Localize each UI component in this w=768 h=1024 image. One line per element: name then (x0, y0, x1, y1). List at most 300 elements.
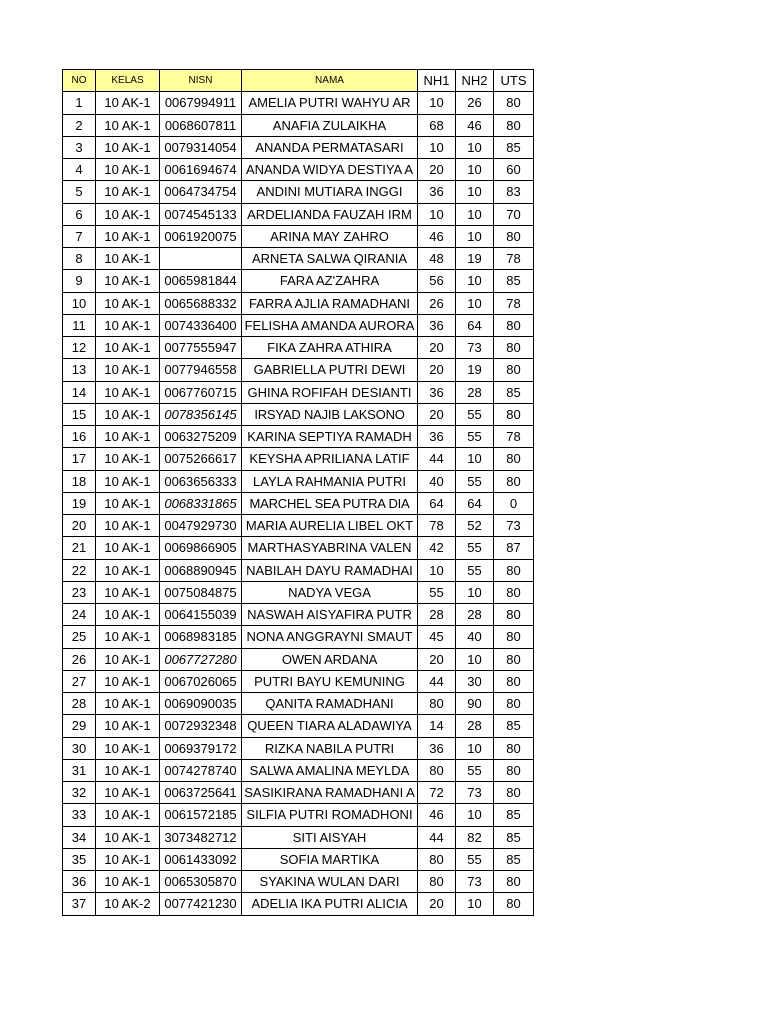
cell-kelas: 10 AK-1 (96, 270, 160, 292)
cell-no: 7 (63, 225, 96, 247)
cell-nisn: 0065305870 (160, 871, 242, 893)
cell-nisn: 0067026065 (160, 670, 242, 692)
cell-uts: 78 (494, 426, 534, 448)
cell-nisn: 0061572185 (160, 804, 242, 826)
cell-uts: 80 (494, 604, 534, 626)
table-row (63, 693, 534, 715)
cell-nh1: 80 (418, 693, 456, 715)
cell-nisn: 0047929730 (160, 515, 242, 537)
cell-kelas: 10 AK-1 (96, 403, 160, 425)
cell-nama: QANITA RAMADHANI (242, 693, 418, 715)
cell-kelas: 10 AK-1 (96, 114, 160, 136)
header-uts: UTS (494, 70, 534, 92)
cell-nama: ANDINI MUTIARA INGGI (242, 181, 418, 203)
cell-uts: 87 (494, 537, 534, 559)
cell-nh2: 55 (456, 848, 494, 870)
cell-uts: 80 (494, 737, 534, 759)
cell-nh2: 30 (456, 670, 494, 692)
cell-nisn: 0061433092 (160, 848, 242, 870)
cell-nh2: 26 (456, 92, 494, 114)
table-row (63, 159, 534, 181)
cell-uts: 80 (494, 693, 534, 715)
cell-no: 36 (63, 871, 96, 893)
cell-nama: NONA ANGGRAYNI SMAUT (242, 626, 418, 648)
cell-nama: NADYA VEGA (242, 581, 418, 603)
cell-nh2: 10 (456, 270, 494, 292)
cell-nh1: 72 (418, 782, 456, 804)
cell-nh1: 36 (418, 426, 456, 448)
cell-nisn: 0063275209 (160, 426, 242, 448)
cell-no: 9 (63, 270, 96, 292)
cell-uts: 83 (494, 181, 534, 203)
cell-nama: ARNETA SALWA QIRANIA (242, 248, 418, 270)
cell-nisn: 0077421230 (160, 893, 242, 915)
table-row (63, 848, 534, 870)
table-row (63, 470, 534, 492)
cell-uts: 85 (494, 270, 534, 292)
cell-nh1: 45 (418, 626, 456, 648)
table-row (63, 626, 534, 648)
cell-nh2: 28 (456, 715, 494, 737)
cell-nisn: 3073482712 (160, 826, 242, 848)
cell-kelas: 10 AK-1 (96, 359, 160, 381)
header-nh2: NH2 (456, 70, 494, 92)
table-row (63, 893, 534, 915)
table-row (63, 759, 534, 781)
table-row (63, 871, 534, 893)
cell-nh2: 73 (456, 782, 494, 804)
cell-no: 20 (63, 515, 96, 537)
cell-nh2: 10 (456, 181, 494, 203)
cell-nh1: 44 (418, 448, 456, 470)
cell-nh1: 36 (418, 181, 456, 203)
cell-nh1: 10 (418, 203, 456, 225)
cell-nh2: 10 (456, 136, 494, 158)
cell-nh1: 20 (418, 648, 456, 670)
cell-nisn: 0069866905 (160, 537, 242, 559)
cell-nh2: 10 (456, 225, 494, 247)
cell-kelas: 10 AK-1 (96, 604, 160, 626)
cell-no: 11 (63, 314, 96, 336)
cell-no: 4 (63, 159, 96, 181)
cell-uts: 80 (494, 92, 534, 114)
cell-nama: PUTRI BAYU KEMUNING (242, 670, 418, 692)
cell-nisn: 0063725641 (160, 782, 242, 804)
table-row (63, 648, 534, 670)
cell-no: 37 (63, 893, 96, 915)
cell-kelas: 10 AK-1 (96, 225, 160, 247)
cell-nama: ADELIA IKA PUTRI ALICIA (242, 893, 418, 915)
cell-nisn: 0064155039 (160, 604, 242, 626)
cell-uts: 0 (494, 492, 534, 514)
cell-nh2: 10 (456, 159, 494, 181)
table-row (63, 515, 534, 537)
cell-nisn: 0065981844 (160, 270, 242, 292)
cell-nh2: 55 (456, 470, 494, 492)
cell-nama: MARIA AURELIA LIBEL OKT (242, 515, 418, 537)
cell-no: 10 (63, 292, 96, 314)
cell-kelas: 10 AK-1 (96, 826, 160, 848)
cell-no: 26 (63, 648, 96, 670)
cell-nh2: 64 (456, 492, 494, 514)
table-row (63, 225, 534, 247)
cell-nisn: 0064734754 (160, 181, 242, 203)
cell-nisn: 0068890945 (160, 559, 242, 581)
cell-uts: 80 (494, 114, 534, 136)
cell-kelas: 10 AK-1 (96, 559, 160, 581)
cell-nisn: 0063656333 (160, 470, 242, 492)
table-row (63, 537, 534, 559)
cell-nh1: 44 (418, 670, 456, 692)
cell-nh1: 20 (418, 159, 456, 181)
cell-nisn: 0067760715 (160, 381, 242, 403)
cell-nh1: 10 (418, 559, 456, 581)
cell-uts: 80 (494, 626, 534, 648)
cell-nisn: 0077946558 (160, 359, 242, 381)
cell-no: 15 (63, 403, 96, 425)
table-row (63, 804, 534, 826)
cell-kelas: 10 AK-1 (96, 314, 160, 336)
cell-nama: ANANDA PERMATASARI (242, 136, 418, 158)
cell-kelas: 10 AK-1 (96, 515, 160, 537)
cell-nh2: 19 (456, 248, 494, 270)
table-row (63, 492, 534, 514)
cell-kelas: 10 AK-1 (96, 670, 160, 692)
cell-nisn: 0065688332 (160, 292, 242, 314)
cell-nh1: 46 (418, 225, 456, 247)
cell-no: 17 (63, 448, 96, 470)
table-row (63, 715, 534, 737)
cell-kelas: 10 AK-1 (96, 871, 160, 893)
cell-nama: FARRA AJLIA RAMADHANI (242, 292, 418, 314)
cell-nh1: 42 (418, 537, 456, 559)
cell-kelas: 10 AK-1 (96, 648, 160, 670)
cell-no: 27 (63, 670, 96, 692)
table-row (63, 181, 534, 203)
table-row (63, 581, 534, 603)
cell-nh2: 55 (456, 403, 494, 425)
cell-kelas: 10 AK-1 (96, 782, 160, 804)
cell-nh2: 10 (456, 203, 494, 225)
cell-no: 30 (63, 737, 96, 759)
cell-nama: QUEEN TIARA ALADAWIYA (242, 715, 418, 737)
cell-nisn: 0074545133 (160, 203, 242, 225)
cell-no: 35 (63, 848, 96, 870)
cell-no: 29 (63, 715, 96, 737)
cell-uts: 85 (494, 381, 534, 403)
cell-uts: 80 (494, 403, 534, 425)
table-row (63, 604, 534, 626)
cell-nisn: 0078356145 (160, 403, 242, 425)
cell-nama: GABRIELLA PUTRI DEWI (242, 359, 418, 381)
cell-nisn: 0075266617 (160, 448, 242, 470)
cell-uts: 80 (494, 648, 534, 670)
cell-uts: 78 (494, 248, 534, 270)
cell-nh2: 10 (456, 804, 494, 826)
student-grade-table (62, 69, 534, 916)
cell-nh2: 55 (456, 759, 494, 781)
cell-nisn: 0068983185 (160, 626, 242, 648)
cell-uts: 85 (494, 804, 534, 826)
cell-uts: 80 (494, 759, 534, 781)
cell-uts: 80 (494, 893, 534, 915)
cell-nh2: 19 (456, 359, 494, 381)
cell-uts: 80 (494, 359, 534, 381)
table-row (63, 737, 534, 759)
cell-nh1: 36 (418, 381, 456, 403)
cell-uts: 80 (494, 470, 534, 492)
cell-nama: AMELIA PUTRI WAHYU AR (242, 92, 418, 114)
cell-kelas: 10 AK-1 (96, 248, 160, 270)
cell-nama: FARA AZ'ZAHRA (242, 270, 418, 292)
cell-no: 2 (63, 114, 96, 136)
cell-nisn: 0074336400 (160, 314, 242, 336)
cell-nisn: 0061920075 (160, 225, 242, 247)
header-nh1: NH1 (418, 70, 456, 92)
table-row (63, 92, 534, 114)
cell-nisn: 0075084875 (160, 581, 242, 603)
cell-nh1: 36 (418, 314, 456, 336)
cell-nh1: 64 (418, 492, 456, 514)
cell-kelas: 10 AK-1 (96, 203, 160, 225)
cell-no: 24 (63, 604, 96, 626)
cell-nisn (160, 248, 242, 270)
table-row (63, 337, 534, 359)
cell-nama: KEYSHA APRILIANA LATIF (242, 448, 418, 470)
cell-nh2: 55 (456, 559, 494, 581)
table-row (63, 826, 534, 848)
cell-nama: ANAFIA ZULAIKHA (242, 114, 418, 136)
cell-nama: OWEN ARDANA (242, 648, 418, 670)
table-row (63, 559, 534, 581)
cell-nh1: 14 (418, 715, 456, 737)
table-row (63, 136, 534, 158)
cell-nisn: 0061694674 (160, 159, 242, 181)
cell-no: 28 (63, 693, 96, 715)
cell-nama: FIKA ZAHRA ATHIRA (242, 337, 418, 359)
cell-kelas: 10 AK-1 (96, 136, 160, 158)
table-row (63, 314, 534, 336)
cell-nh1: 10 (418, 136, 456, 158)
cell-nama: KARINA SEPTIYA RAMADH (242, 426, 418, 448)
cell-nh2: 10 (456, 648, 494, 670)
cell-no: 16 (63, 426, 96, 448)
table-row (63, 403, 534, 425)
cell-nisn: 0074278740 (160, 759, 242, 781)
cell-uts: 80 (494, 559, 534, 581)
cell-nama: SYAKINA WULAN DARI (242, 871, 418, 893)
cell-nh2: 55 (456, 537, 494, 559)
cell-nisn: 0067994911 (160, 92, 242, 114)
cell-nh2: 10 (456, 737, 494, 759)
cell-nama: ARINA MAY ZAHRO (242, 225, 418, 247)
cell-nama: SOFIA MARTIKA (242, 848, 418, 870)
cell-nh1: 26 (418, 292, 456, 314)
cell-kelas: 10 AK-1 (96, 581, 160, 603)
cell-nh2: 90 (456, 693, 494, 715)
cell-nama: GHINA ROFIFAH DESIANTI (242, 381, 418, 403)
table-row (63, 782, 534, 804)
cell-no: 32 (63, 782, 96, 804)
cell-nh2: 55 (456, 426, 494, 448)
cell-kelas: 10 AK-1 (96, 337, 160, 359)
cell-kelas: 10 AK-1 (96, 92, 160, 114)
cell-nh1: 46 (418, 804, 456, 826)
cell-nh2: 10 (456, 893, 494, 915)
cell-uts: 78 (494, 292, 534, 314)
cell-nh2: 46 (456, 114, 494, 136)
table-row (63, 292, 534, 314)
cell-uts: 85 (494, 826, 534, 848)
header-no: NO (63, 70, 96, 92)
cell-no: 5 (63, 181, 96, 203)
cell-no: 3 (63, 136, 96, 158)
cell-kelas: 10 AK-1 (96, 381, 160, 403)
cell-nh2: 73 (456, 337, 494, 359)
cell-nh2: 73 (456, 871, 494, 893)
cell-nama: SASIKIRANA RAMADHANI A (242, 782, 418, 804)
cell-kelas: 10 AK-1 (96, 848, 160, 870)
cell-kelas: 10 AK-1 (96, 159, 160, 181)
cell-no: 8 (63, 248, 96, 270)
cell-nisn: 0072932348 (160, 715, 242, 737)
cell-kelas: 10 AK-2 (96, 893, 160, 915)
cell-kelas: 10 AK-1 (96, 426, 160, 448)
cell-nama: ANANDA WIDYA DESTIYA A (242, 159, 418, 181)
cell-nama: RIZKA NABILA PUTRI (242, 737, 418, 759)
cell-nisn: 0068607811 (160, 114, 242, 136)
table-row (63, 270, 534, 292)
cell-kelas: 10 AK-1 (96, 693, 160, 715)
cell-kelas: 10 AK-1 (96, 181, 160, 203)
cell-nh1: 10 (418, 92, 456, 114)
table-row (63, 448, 534, 470)
table-row (63, 248, 534, 270)
cell-no: 13 (63, 359, 96, 381)
cell-nama: IRSYAD NAJIB LAKSONO (242, 403, 418, 425)
cell-nh1: 80 (418, 871, 456, 893)
table-row (63, 381, 534, 403)
cell-nh1: 80 (418, 848, 456, 870)
cell-kelas: 10 AK-1 (96, 492, 160, 514)
cell-kelas: 10 AK-1 (96, 470, 160, 492)
cell-nh1: 48 (418, 248, 456, 270)
cell-nama: MARCHEL SEA PUTRA DIA (242, 492, 418, 514)
table-row (63, 114, 534, 136)
cell-uts: 70 (494, 203, 534, 225)
cell-kelas: 10 AK-1 (96, 759, 160, 781)
cell-no: 33 (63, 804, 96, 826)
cell-kelas: 10 AK-1 (96, 626, 160, 648)
cell-nh2: 10 (456, 581, 494, 603)
cell-nama: LAYLA RAHMANIA PUTRI (242, 470, 418, 492)
cell-nama: FELISHA AMANDA AURORA (242, 314, 418, 336)
cell-uts: 85 (494, 848, 534, 870)
cell-nama: SALWA AMALINA MEYLDA (242, 759, 418, 781)
cell-uts: 80 (494, 782, 534, 804)
cell-uts: 80 (494, 871, 534, 893)
cell-nama: NASWAH AISYAFIRA PUTR (242, 604, 418, 626)
cell-no: 34 (63, 826, 96, 848)
cell-nh1: 40 (418, 470, 456, 492)
cell-nama: NABILAH DAYU RAMADHAI (242, 559, 418, 581)
cell-no: 12 (63, 337, 96, 359)
cell-nisn: 0079314054 (160, 136, 242, 158)
cell-nisn: 0068331865 (160, 492, 242, 514)
cell-nh2: 40 (456, 626, 494, 648)
cell-no: 1 (63, 92, 96, 114)
table-row (63, 203, 534, 225)
cell-no: 18 (63, 470, 96, 492)
table-row (63, 359, 534, 381)
cell-no: 6 (63, 203, 96, 225)
cell-kelas: 10 AK-1 (96, 448, 160, 470)
cell-nh2: 10 (456, 448, 494, 470)
header-nisn: NISN (160, 70, 242, 92)
cell-nisn: 0077555947 (160, 337, 242, 359)
cell-nh2: 10 (456, 292, 494, 314)
cell-uts: 80 (494, 225, 534, 247)
table-row (63, 426, 534, 448)
cell-nama: ARDELIANDA FAUZAH IRM (242, 203, 418, 225)
cell-no: 31 (63, 759, 96, 781)
cell-nh1: 28 (418, 604, 456, 626)
header-kelas: KELAS (96, 70, 160, 92)
cell-nh1: 44 (418, 826, 456, 848)
cell-nh1: 56 (418, 270, 456, 292)
cell-nh2: 28 (456, 604, 494, 626)
cell-uts: 80 (494, 448, 534, 470)
header-nama: NAMA (242, 70, 418, 92)
cell-nh1: 20 (418, 403, 456, 425)
cell-kelas: 10 AK-1 (96, 737, 160, 759)
cell-kelas: 10 AK-1 (96, 292, 160, 314)
cell-nama: MARTHASYABRINA VALEN (242, 537, 418, 559)
cell-nh1: 78 (418, 515, 456, 537)
cell-nh1: 68 (418, 114, 456, 136)
cell-nisn: 0069090035 (160, 693, 242, 715)
cell-kelas: 10 AK-1 (96, 804, 160, 826)
cell-nh2: 82 (456, 826, 494, 848)
cell-uts: 85 (494, 136, 534, 158)
cell-nama: SILFIA PUTRI ROMADHONI (242, 804, 418, 826)
cell-no: 14 (63, 381, 96, 403)
cell-nh1: 55 (418, 581, 456, 603)
cell-nisn: 0069379172 (160, 737, 242, 759)
cell-nh1: 80 (418, 759, 456, 781)
table-row (63, 670, 534, 692)
cell-nh2: 52 (456, 515, 494, 537)
cell-nisn: 0067727280 (160, 648, 242, 670)
cell-uts: 60 (494, 159, 534, 181)
cell-kelas: 10 AK-1 (96, 537, 160, 559)
cell-uts: 85 (494, 715, 534, 737)
cell-nh1: 20 (418, 337, 456, 359)
cell-no: 22 (63, 559, 96, 581)
cell-nh1: 20 (418, 359, 456, 381)
cell-nh2: 28 (456, 381, 494, 403)
cell-uts: 80 (494, 581, 534, 603)
cell-no: 25 (63, 626, 96, 648)
cell-nh2: 64 (456, 314, 494, 336)
cell-nama: SITI AISYAH (242, 826, 418, 848)
cell-no: 23 (63, 581, 96, 603)
cell-uts: 80 (494, 670, 534, 692)
cell-no: 19 (63, 492, 96, 514)
cell-uts: 80 (494, 337, 534, 359)
header-row (63, 70, 534, 92)
cell-nh1: 36 (418, 737, 456, 759)
